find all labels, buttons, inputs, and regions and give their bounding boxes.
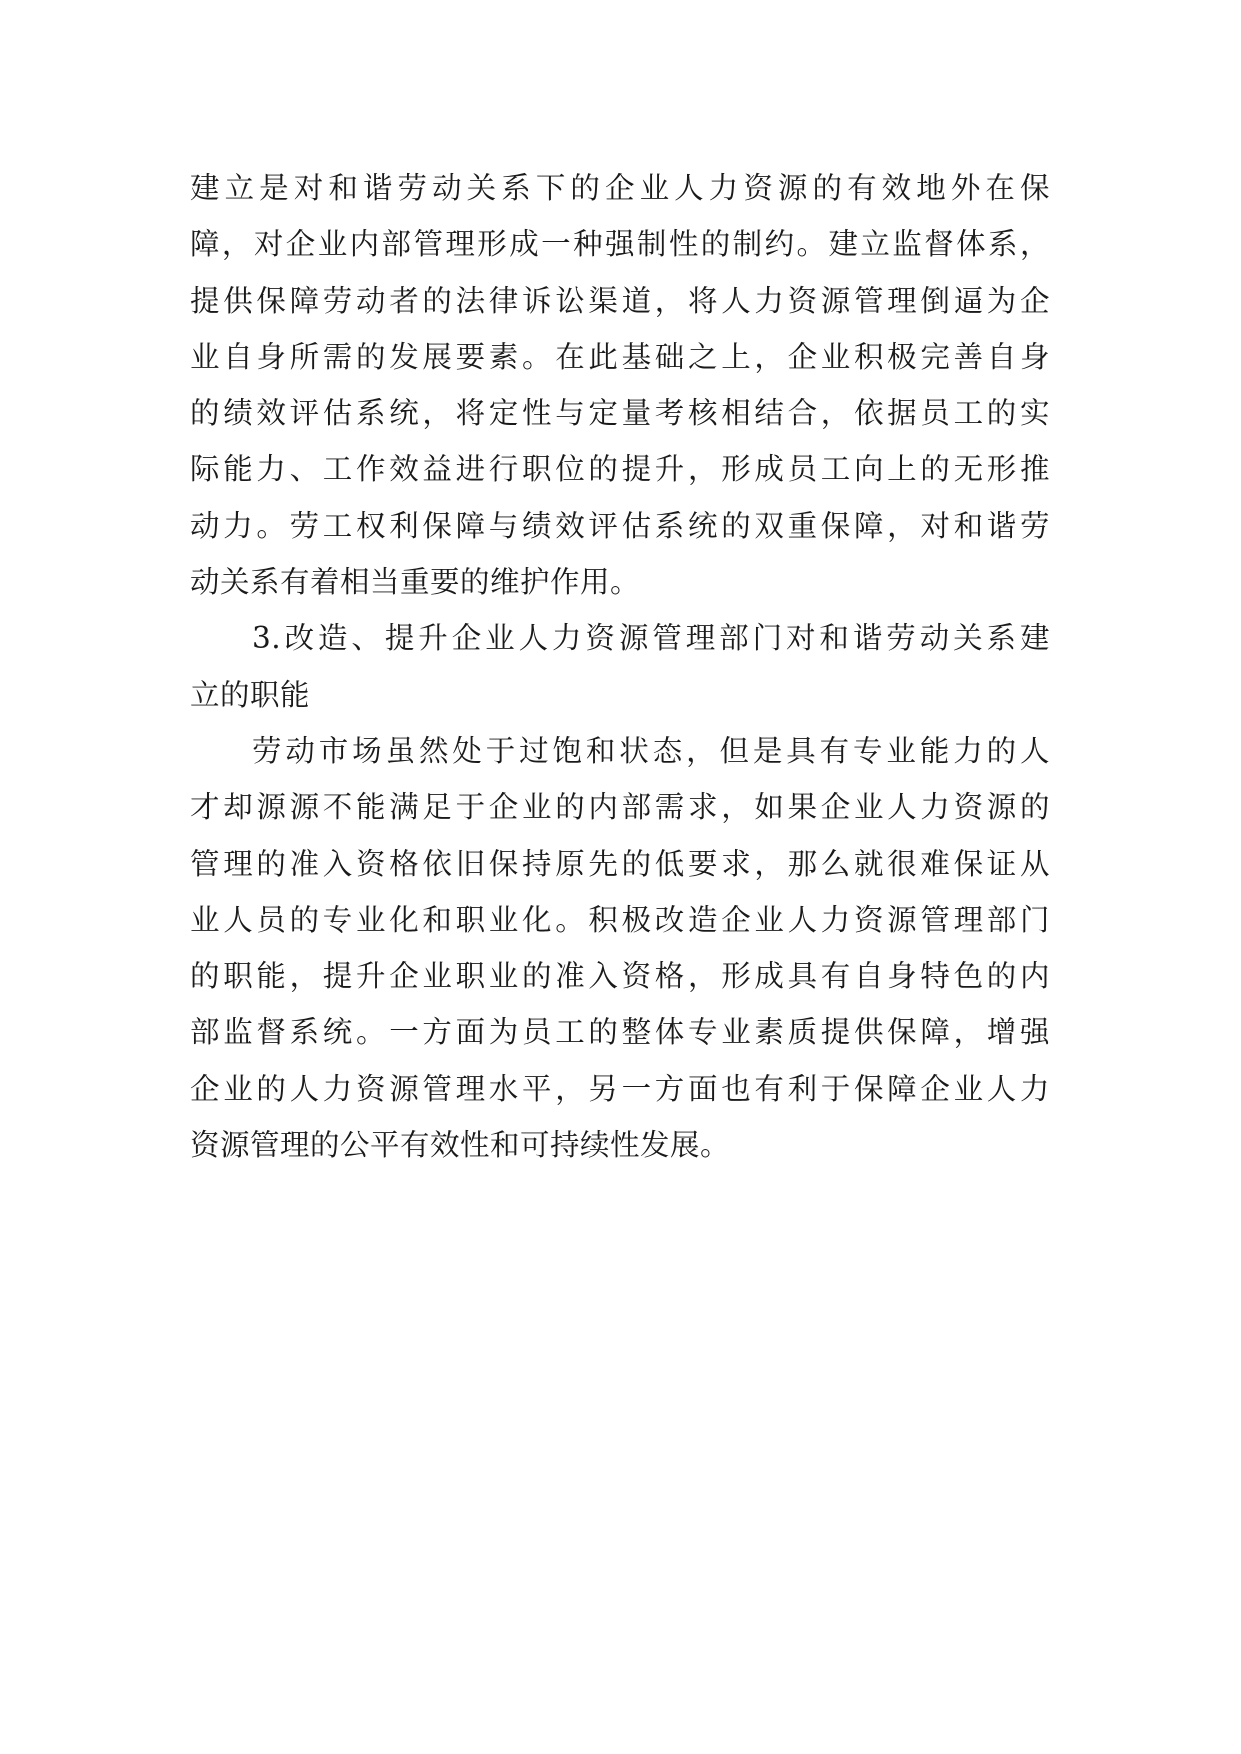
text-line: 动关系有着相当重要的维护作用。 (190, 565, 641, 600)
section-heading: 3.改造、提升企业人力资源管理部门对和谐劳动关系建 (252, 621, 1050, 656)
text-line: 动力。劳工权利保障与绩效评估系统的双重保障，对和谐劳 (190, 508, 1050, 543)
text-line: 障，对企业内部管理形成一种强制性的制约。建立监督体系， (190, 227, 1050, 262)
text-line: 才却源源不能满足于企业的内部需求，如果企业人力资源的 (190, 790, 1050, 825)
text-line: 业人员的专业化和职业化。积极改造企业人力资源管理部门 (190, 902, 1050, 937)
text-line: 资源管理的公平有效性和可持续性发展。 (190, 1128, 731, 1163)
text-line: 的职能，提升企业职业的准入资格，形成具有自身特色的内 (190, 959, 1050, 994)
text-line: 劳动市场虽然处于过饱和状态，但是具有专业能力的人 (252, 733, 1050, 768)
text-line: 提供保障劳动者的法律诉讼渠道，将人力资源管理倒逼为企 (190, 283, 1050, 318)
text-line: 部监督系统。一方面为员工的整体专业素质提供保障，增强 (190, 1015, 1050, 1050)
text-line: 企业的人力资源管理水平，另一方面也有利于保障企业人力 (190, 1071, 1050, 1106)
text-line: 际能力、工作效益进行职位的提升，形成员工向上的无形推 (190, 452, 1050, 487)
section-heading-continued: 立的职能 (190, 677, 311, 712)
text-line: 管理的准入资格依旧保持原先的低要求，那么就很难保证从 (190, 846, 1050, 881)
body-text (190, 160, 1050, 1173)
text-line: 的绩效评估系统，将定性与定量考核相结合，依据员工的实 (190, 396, 1050, 431)
text-line: 建立是对和谐劳动关系下的企业人力资源的有效地外在保 (190, 171, 1050, 205)
text-line: 业自身所需的发展要素。在此基础之上，企业积极完善自身 (190, 339, 1050, 374)
